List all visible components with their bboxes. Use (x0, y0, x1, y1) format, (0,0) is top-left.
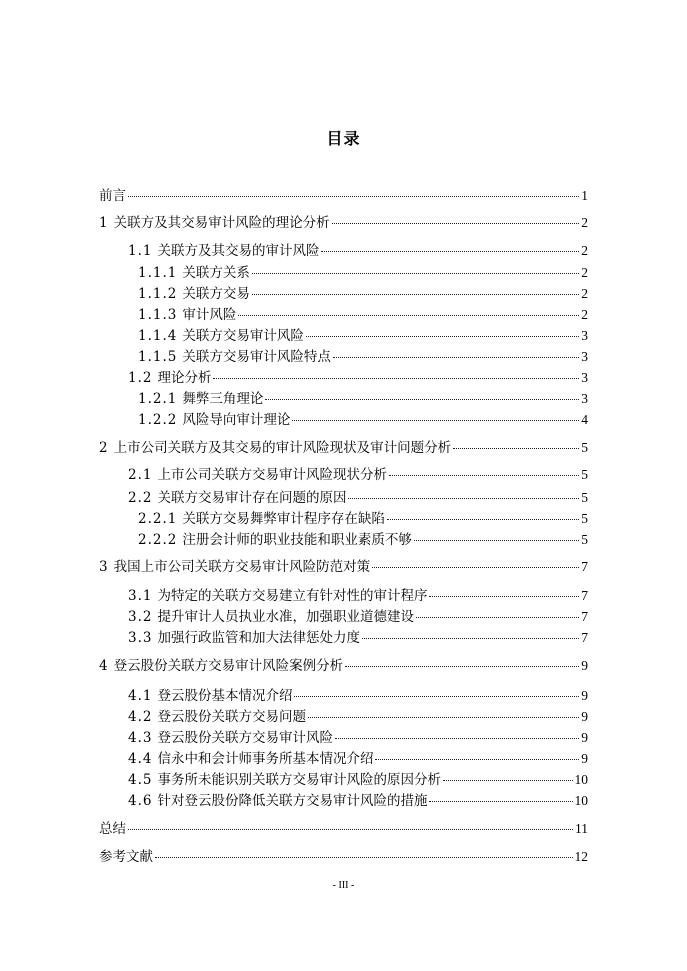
toc-section-title: 总结 (99, 821, 126, 837)
toc-entry-label (128, 687, 292, 705)
toc-entry[interactable] (128, 608, 588, 626)
toc-entry-label (138, 348, 331, 366)
toc-entry-label (128, 242, 319, 260)
toc-page-number: 5 (581, 467, 588, 482)
toc-entry[interactable] (128, 687, 588, 705)
toc-section-title: 关联方交易审计风险 (182, 328, 304, 344)
toc-entry[interactable] (128, 369, 588, 387)
toc-entry-label (138, 327, 304, 345)
toc-page-number: 12 (574, 849, 588, 864)
toc-dot-leader (294, 696, 579, 697)
toc-section-title: 注册会计师的职业技能和职业素质不够 (182, 532, 412, 548)
toc-entry-label (128, 771, 441, 789)
toc-section-number: 4.3 (128, 730, 153, 746)
toc-section-number: 4.4 (128, 751, 153, 767)
toc-dot-leader (335, 738, 579, 739)
toc-dot-leader (429, 596, 579, 597)
toc-section-number: 2.2 (128, 490, 153, 506)
toc-section-number: 1.1.5 (138, 349, 178, 365)
toc-entry[interactable] (99, 848, 588, 866)
toc-dot-leader (308, 717, 579, 718)
toc-entry-label (138, 264, 250, 282)
toc-dot-leader (345, 666, 579, 667)
toc-page-number: 9 (581, 730, 588, 745)
toc-section-number: 1.1.2 (138, 286, 178, 302)
toc-entry-label (128, 369, 211, 387)
toc-page-number: 3 (581, 391, 588, 406)
toc-entry[interactable] (99, 820, 588, 838)
toc-page-number: 2 (581, 215, 588, 230)
toc-page-number: 9 (581, 709, 588, 724)
toc-dot-leader (332, 223, 580, 224)
toc-section-number: 3.2 (128, 609, 153, 625)
toc-page-number: 9 (581, 751, 588, 766)
toc-entry-label (99, 558, 370, 576)
toc-page-number: 10 (574, 793, 588, 808)
toc-entry[interactable] (128, 629, 588, 647)
toc-section-title: 登云股份关联方交易问题 (157, 709, 306, 725)
toc-section-number: 2 (99, 440, 109, 456)
toc-dot-leader (306, 336, 579, 337)
toc-entry[interactable] (99, 439, 588, 457)
toc-section-number: 1.1 (128, 243, 153, 259)
toc-section-number: 1.1.3 (138, 307, 178, 323)
toc-entry[interactable] (138, 510, 588, 528)
toc-dot-leader (238, 315, 579, 316)
toc-page-number: 1 (581, 188, 588, 203)
toc-section-title: 事务所未能识别关联方交易审计风险的原因分析 (157, 772, 441, 788)
toc-entry-label (128, 629, 360, 647)
toc-entry[interactable] (138, 348, 588, 366)
toc-page-number: 11 (575, 821, 588, 836)
toc-entry[interactable] (99, 657, 588, 675)
toc-entry[interactable] (128, 489, 588, 507)
toc-page-number: 4 (581, 412, 588, 427)
toc-section-number: 4.5 (128, 772, 153, 788)
toc-section-number: 1.2 (128, 370, 153, 386)
toc-dot-leader (416, 617, 579, 618)
toc-page-number: 9 (581, 688, 588, 703)
toc-dot-leader (333, 357, 579, 358)
toc-dot-leader (155, 857, 573, 858)
toc-dot-leader (252, 294, 579, 295)
toc-entry-label (128, 792, 427, 810)
toc-page-number: 5 (581, 532, 588, 547)
toc-page-number: 3 (581, 349, 588, 364)
toc-entry[interactable] (128, 466, 588, 484)
toc-section-number: 1.2.1 (138, 391, 178, 407)
page-number-footer: - III - (332, 880, 355, 891)
toc-dot-leader (414, 540, 579, 541)
toc-section-title: 理论分析 (157, 370, 212, 386)
toc-entry-label (99, 439, 451, 457)
toc-entry-label (99, 657, 343, 675)
toc-entry[interactable] (128, 792, 588, 810)
toc-page-number: 10 (574, 772, 588, 787)
toc-entry-label (128, 729, 333, 747)
toc-section-number: 2.2.2 (138, 532, 178, 548)
toc-dot-leader (128, 829, 573, 830)
toc-section-title: 上市公司关联方及其交易的审计风险现状及审计问题分析 (113, 440, 452, 456)
toc-entry-label (128, 489, 346, 507)
toc-section-title: 我国上市公司关联方交易审计风险防范对策 (113, 559, 371, 575)
toc-entry[interactable] (99, 558, 588, 576)
toc-section-title: 为特定的关联方交易建立有针对性的审计程序 (157, 588, 428, 604)
toc-section-title: 登云股份关联方交易审计风险 (157, 730, 333, 746)
toc-entry-label (138, 411, 290, 429)
toc-section-title: 加强行政监管和加大法律惩处力度 (157, 630, 360, 646)
toc-entry[interactable] (138, 390, 588, 408)
toc-entry[interactable] (128, 708, 588, 726)
toc-entry[interactable] (128, 771, 588, 789)
toc-section-number: 4.1 (128, 688, 153, 704)
toc-section-number: 4.6 (128, 793, 153, 809)
toc-page-number: 3 (581, 328, 588, 343)
toc-section-number: 3 (99, 559, 109, 575)
toc-page-number: 2 (581, 286, 588, 301)
toc-dot-leader (387, 519, 579, 520)
toc-page-number: 7 (581, 588, 588, 603)
toc-entry[interactable] (138, 327, 588, 345)
toc-section-title: 上市公司关联方交易审计风险现状分析 (157, 467, 387, 483)
toc-page-number: 7 (581, 609, 588, 624)
toc-section-title: 登云股份基本情况介绍 (157, 688, 293, 704)
toc-entry[interactable] (138, 531, 588, 549)
toc-entry[interactable] (138, 285, 588, 303)
toc-entry-label (128, 708, 306, 726)
toc-dot-leader (128, 196, 579, 197)
page-title: 目录 (326, 129, 361, 148)
toc-dot-leader (453, 448, 579, 449)
toc-dot-leader (429, 801, 572, 802)
toc-entry[interactable] (138, 306, 588, 324)
toc-section-title: 前言 (99, 188, 126, 204)
toc-page-number: 9 (581, 658, 588, 673)
toc-entry-label (99, 848, 153, 866)
toc-entry-label (99, 214, 330, 232)
toc-entry-label (138, 285, 250, 303)
toc-section-number: 1.1.1 (138, 265, 178, 281)
toc-section-title: 风险导向审计理论 (182, 412, 291, 428)
toc-entry[interactable] (128, 242, 588, 260)
toc-dot-leader (321, 251, 579, 252)
toc-section-title: 登云股份关联方交易审计风险案例分析 (113, 658, 344, 674)
toc-entry-label (138, 306, 236, 324)
toc-section-number: 3.3 (128, 630, 153, 646)
toc-section-title: 审计风险 (182, 307, 237, 323)
toc-entry-label (99, 187, 126, 205)
toc-page-number: 7 (581, 630, 588, 645)
toc-entry[interactable] (138, 264, 588, 282)
toc-section-title: 关联方交易审计存在问题的原因 (157, 490, 347, 506)
toc-page-number: 5 (581, 440, 588, 455)
toc-page-number: 5 (581, 490, 588, 505)
toc-dot-leader (252, 273, 579, 274)
toc-section-number: 1.1.4 (138, 328, 178, 344)
toc-entry-label (138, 390, 263, 408)
toc-entry[interactable] (128, 587, 588, 605)
toc-entry-label (99, 820, 126, 838)
toc-section-title: 针对登云股份降低关联方交易审计风险的措施 (157, 793, 428, 809)
toc-entry-label (128, 587, 427, 605)
toc-page-number: 7 (581, 559, 588, 574)
toc-entry[interactable] (99, 187, 588, 205)
toc-page-number: 2 (581, 243, 588, 258)
toc-dot-leader (292, 420, 579, 421)
toc-section-title: 关联方及其交易的审计风险 (157, 243, 320, 259)
toc-section-title: 参考文献 (99, 849, 153, 865)
toc-section-number: 1 (99, 215, 109, 231)
toc-dot-leader (348, 498, 579, 499)
toc-section-number: 2.1 (128, 467, 153, 483)
toc-entry-label (128, 466, 387, 484)
toc-section-number: 4.2 (128, 709, 153, 725)
toc-dot-leader (443, 780, 573, 781)
toc-section-title: 舞弊三角理论 (182, 391, 264, 407)
toc-entry[interactable] (99, 214, 588, 232)
toc-dot-leader (265, 399, 579, 400)
toc-section-number: 2.2.1 (138, 511, 178, 527)
toc-section-title: 信永中和会计师事务所基本情况介绍 (157, 751, 374, 767)
toc-entry-label (138, 510, 385, 528)
toc-entry-label (128, 608, 414, 626)
toc-entry[interactable] (128, 750, 588, 768)
toc-page-number: 2 (581, 265, 588, 280)
toc-section-title: 关联方关系 (182, 265, 250, 281)
toc-section-number: 1.2.2 (138, 412, 178, 428)
toc-page-number: 2 (581, 307, 588, 322)
toc-entry-label (138, 531, 412, 549)
toc-dot-leader (389, 475, 579, 476)
toc-entry-label (128, 750, 373, 768)
toc-entry[interactable] (138, 411, 588, 429)
toc-dot-leader (375, 759, 579, 760)
toc-section-title: 关联方交易 (182, 286, 250, 302)
toc-section-title: 关联方及其交易审计风险的理论分析 (113, 215, 330, 231)
toc-entry[interactable] (128, 729, 588, 747)
toc-section-number: 4 (99, 658, 109, 674)
toc-section-title: 关联方交易舞弊审计程序存在缺陷 (182, 511, 385, 527)
toc-page-number: 3 (581, 370, 588, 385)
toc-dot-leader (213, 378, 579, 379)
toc-section-title: 关联方交易审计风险特点 (182, 349, 331, 365)
toc-section-number: 3.1 (128, 588, 153, 604)
toc-dot-leader (372, 567, 579, 568)
toc-section-title: 提升审计人员执业水准，加强职业道德建设 (157, 609, 414, 625)
toc-dot-leader (362, 638, 579, 639)
toc-page-number: 5 (581, 511, 588, 526)
